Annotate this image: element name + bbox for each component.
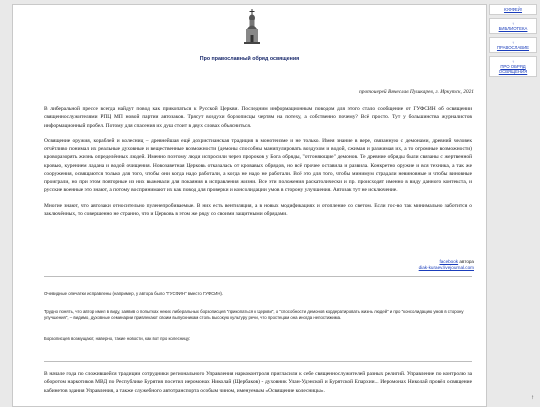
divider [44, 276, 472, 277]
editor-note-intro: Борзописцев возмущают, наверно, такие новости, как вот про колесницу: [44, 336, 191, 341]
nav-box-home [489, 4, 537, 15]
page-header [13, 5, 486, 69]
right-navigation [489, 4, 537, 80]
page-container [12, 4, 487, 407]
nav-link-orthodoxy[interactable]: ПРАВОСЛАВИЕ [496, 45, 530, 50]
article-body [44, 105, 472, 225]
nav-box-consecration [489, 56, 537, 77]
arrow-up-icon: ↑ [512, 40, 514, 45]
arrow-up-icon: ↑ [512, 21, 514, 26]
nav-link-consecration[interactable]: ПРО ОБРЯД ОСВЯЩЕНИЯ [498, 64, 528, 74]
article-paragraph: Освящение оружия, кораблей и колесниц – древнейшая ещё дохристианская традиция в монотеизме и не только. Имея знание в вере, связанную с демонами, древний человек отчётливо понимал их реальные духовные и вещественные возможности (демоны способны манипулировать воздухом и водой, сжимая и разжимая их, а то огромные возможности) кроворазорять жизнь определённых людей. Именно поэтому люди испросили через пророков у Бога обряды, "отгоняющие" демонов. Те древние обряды были связаны с жертвенной кровью, курением ладана и водой очищения. Новозаветная Церковь отказалась от кровавых обрядов, но всё прочее оставила и развила. Конкретно оружие и вся техника, а так же сооружения, освящаются только для того, чтобы они когда надо работали, а когда не надо не работали. Всё это для того, чтобы минимум страдали невиновные и чтобы виновные проиграли, но при этом повторные из них выжевали для покаяния в исправления жизни. Все эти положения раскатолически и пр. происходят именно в виду данного контекста, и русские военные это знают, а потому воспринимают их как повод для проверки и консолидации умов в сторону улучшения. Автозак тут не исключение. [44, 137, 472, 194]
article-paragraph: В либеральной прессе всегда найдут повод как прикопаться к Русской Церкви. Последним информационным поводом для этого стало сообщение от ГУФСИН об освящении священнослужителями РПЦ МП новой партии автозаков. Трясут воздухи борзописцы чертям на потеху, а собственно почему? Всё просто. Тут у большинства журналистов информационный пробел. Потому для спасения их душ стоит в двух словах объясниться. [44, 106, 472, 129]
nav-box-orthodoxy [489, 37, 537, 53]
facebook-link[interactable]: facebook [439, 259, 459, 264]
arrow-up-icon: ↑ [512, 59, 514, 64]
editor-note-typos: Очевидные опечатки исправлены (например, у автора было "ГУСФИН" вместо ГУФСИН). [44, 291, 224, 296]
quoted-news-text: В начале года по сложившейся традиции сотрудники регионального Управления наркоконтроля пригласили к себе священнослужителей разных религий. Управление по контролю за оборотом наркотиков МВД по Республике Бурятия посетил иеромонах Николай (Щербаков) - духовник Улан-Удэнской и Бурятской Епархии... Иеромонах Николай провёл освящение кабинетов здания Управления, а также служебного автотранспорта особым чином, именуемым «Освящение колесницы». [44, 371, 472, 394]
scroll-to-top-button[interactable]: ↑ [531, 395, 534, 401]
article-author: протоиерей Вячеслав Пушкарев, г. Иркутск, 2021 [359, 89, 474, 95]
nav-box-library [489, 18, 537, 34]
source-links [419, 259, 474, 271]
nav-link-library[interactable]: БИБЛИОТЕКА [498, 26, 528, 31]
nav-link-home[interactable]: ЮФФЕЙ! [503, 7, 523, 12]
livejournal-link[interactable]: diak-kuraev.livejournal.com [418, 265, 474, 270]
article-paragraph: Многие знают, что автозаки относительно пуленепробиваемые. В них есть вентиляция, а в новых модификациях и отопление со светом. Если гос-во так минимально заботится о заключённых, то совершенно не странно, что и Церковь в этом же ряду со своими защитными обрядами. [44, 202, 472, 217]
church-icon [241, 9, 263, 45]
page-title: Про православный обряд освящения [199, 56, 300, 62]
divider [44, 361, 472, 362]
editor-note-commentary: Трудно понять, что автор имел в виду, заявив о попытках неких либеральных борзописцев "прикопаться к Церкви", о "способности демонов кордератировать жизнь людей" и про "консолидацию умов в сторону улучшения", – видимо, духовные семинарии привлекают своим выпускникам столь высокую культуру речи, что простецам она иногда непостижима. [44, 309, 464, 320]
facebook-link-suffix: автора [459, 259, 474, 264]
